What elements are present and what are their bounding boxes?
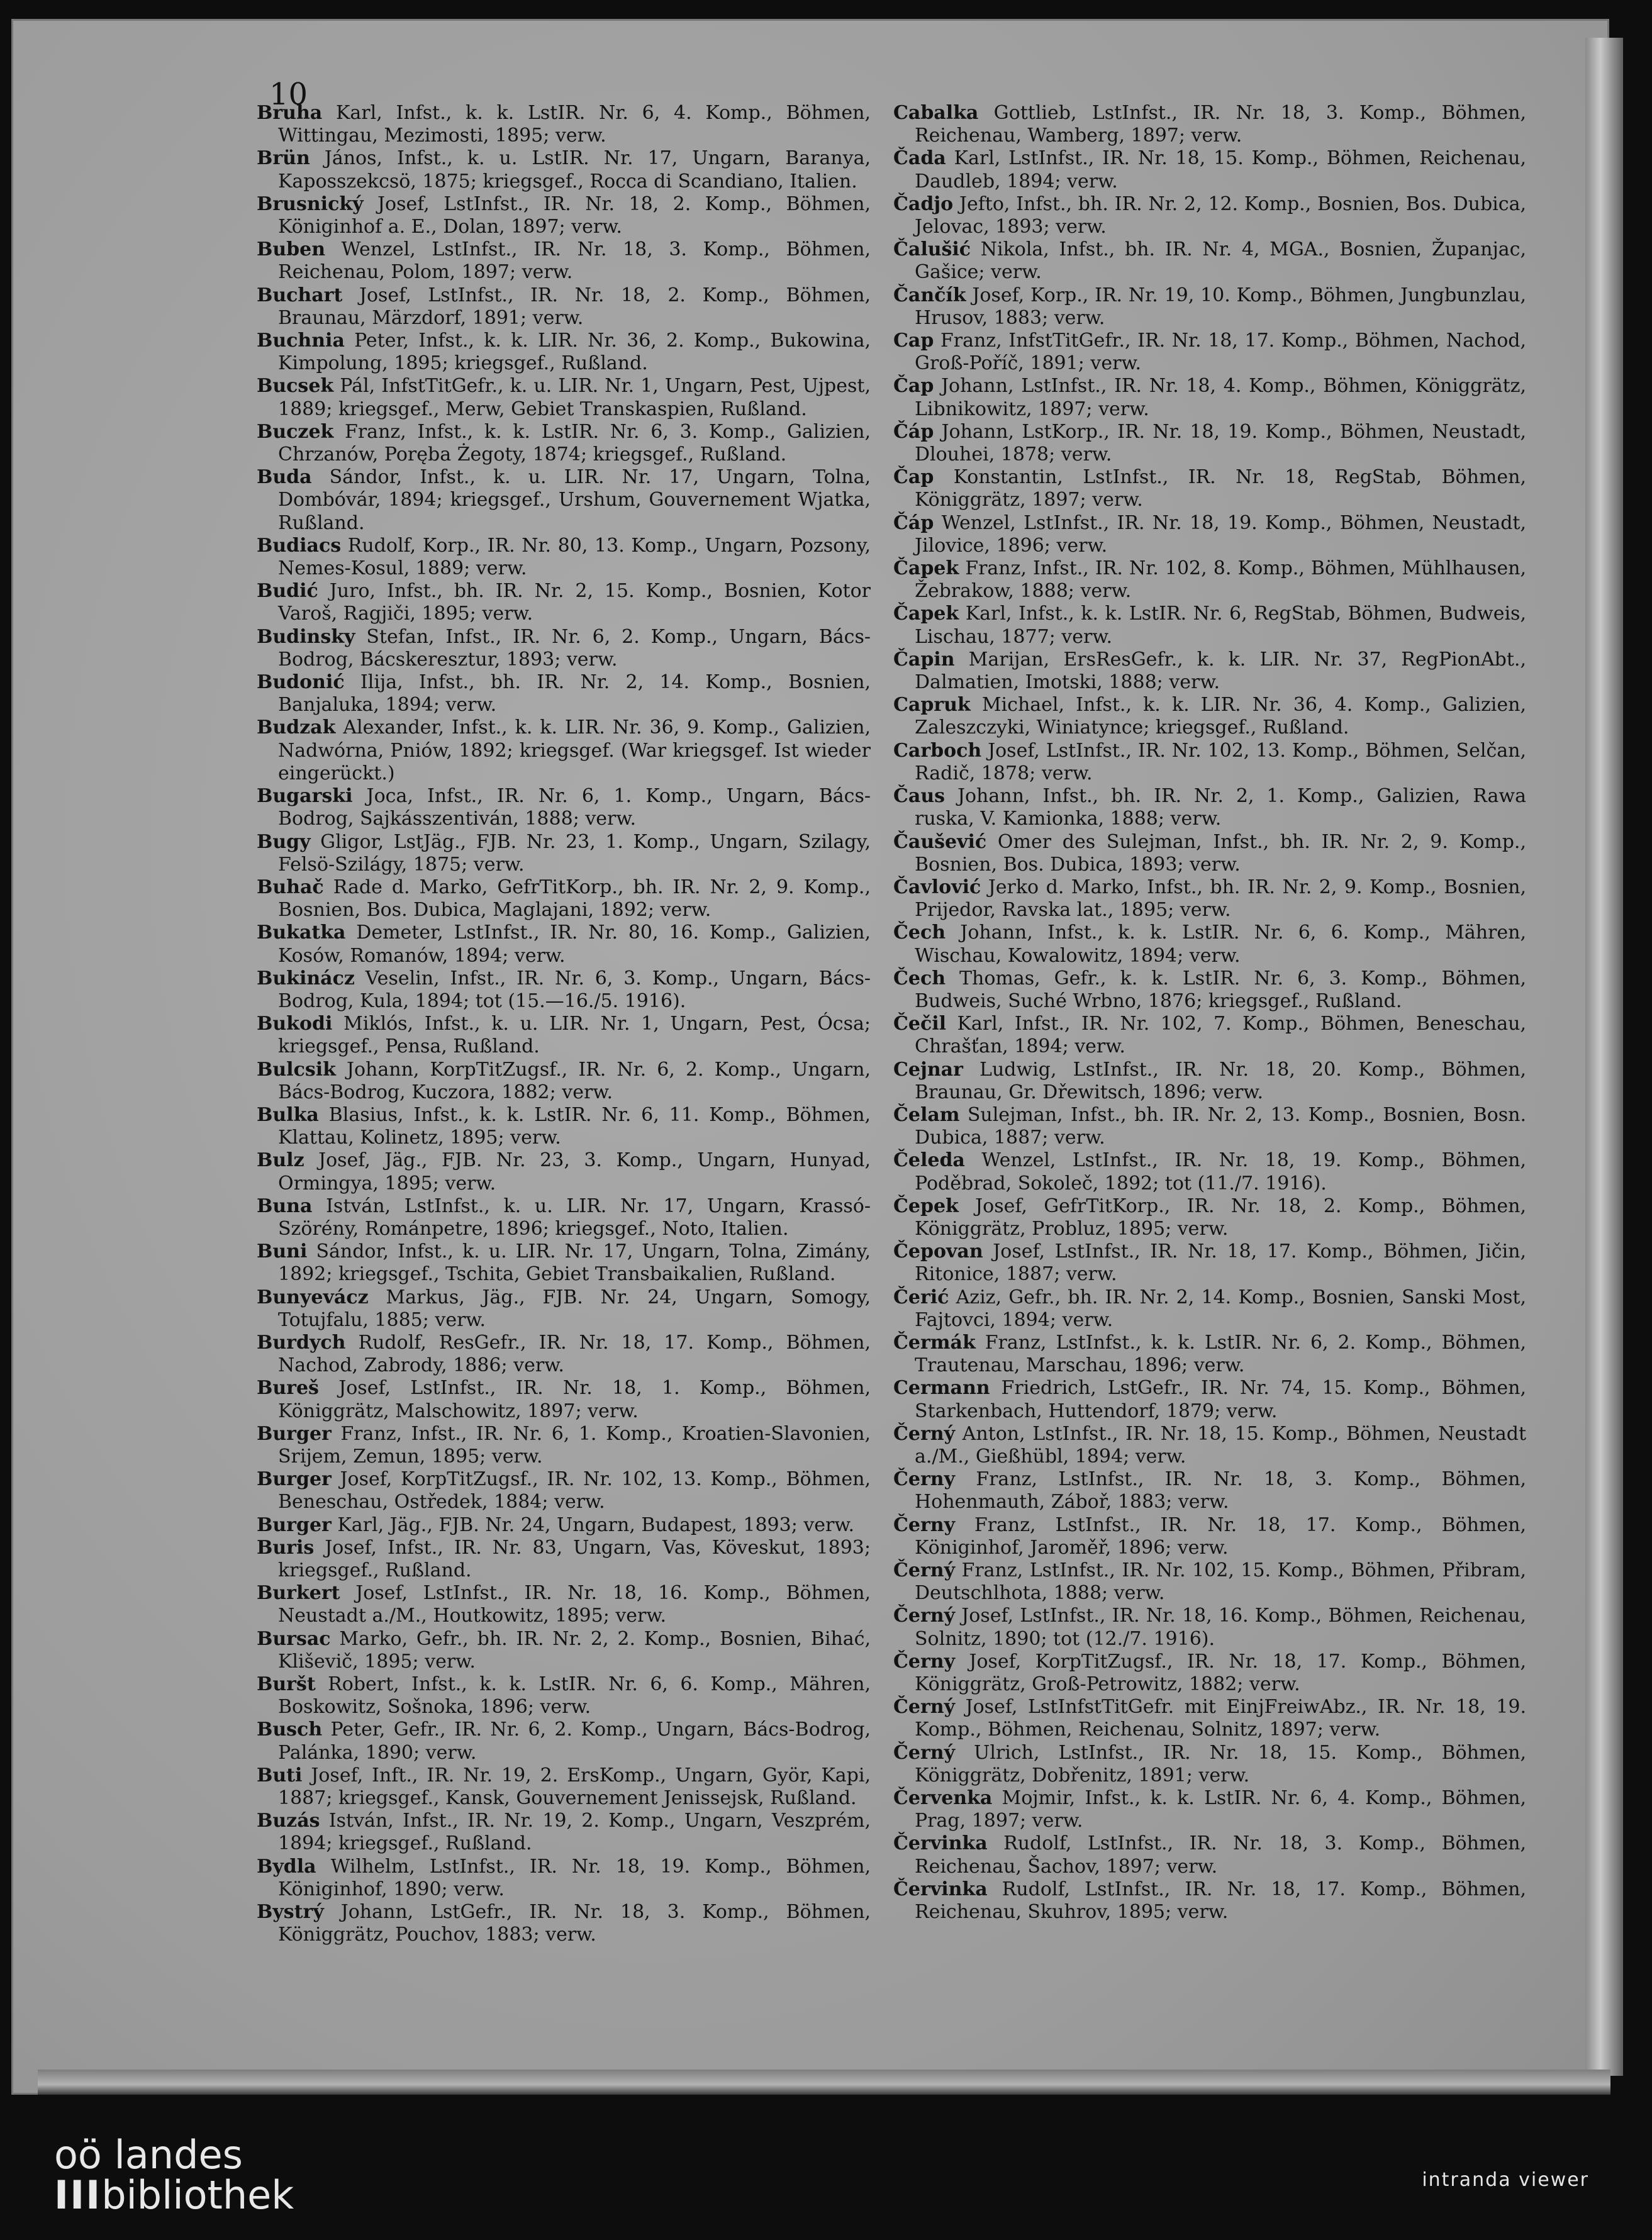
entry-surname: Busch: [257, 1719, 323, 1741]
entry-details: Franz, Infst., k. k. LstIR. Nr. 6, 3. Komp., Galizien, Chrzanów, Poręba Żegoty, 1874; kriegsgef., Rußland.: [278, 420, 871, 466]
list-item: [257, 238, 871, 284]
entry-surname: Brusnický: [257, 192, 364, 215]
entry-surname: Burdych: [257, 1331, 346, 1354]
entry-details: Karl, Infst., IR. Nr. 102, 7. Komp., Böhmen, Beneschau, Chrašťan, 1894; verw.: [915, 1013, 1526, 1058]
list-item: [893, 694, 1526, 739]
entry-details: Johann, KorpTitZugsf., IR. Nr. 6, 2. Komp., Ungarn, Bács-Bodrog, Kuczora, 1882; verw.: [278, 1058, 871, 1103]
entry-surname: Čap: [893, 375, 934, 398]
entry-details: Ludwig, LstInfst., IR. Nr. 18, 20. Komp., Böhmen, Braunau, Gr. Dřewitsch, 1896; verw.: [915, 1058, 1526, 1103]
right-column: [893, 102, 1526, 1924]
entry-details: Josef, LstInfst., IR. Nr. 18, 16. Komp., Böhmen, Neustadt a./M., Houtkowitz, 1895; verw.: [278, 1582, 871, 1627]
list-item: [893, 557, 1526, 603]
entry-details: Josef, KorpTitZugsf., IR. Nr. 102, 13. Komp., Böhmen, Beneschau, Ostředek, 1884; verw.: [278, 1468, 871, 1513]
list-item: [893, 1149, 1526, 1195]
entry-details: Jerko d. Marko, Infst., bh. IR. Nr. 2, 9. Komp., Bosnien, Prijedor, Ravska lat., 1895; verw.: [915, 876, 1526, 922]
list-item: [257, 1582, 871, 1627]
entry-surname: Bystrý: [257, 1901, 324, 1924]
entry-surname: Bulcsik: [257, 1058, 336, 1081]
entry-surname: Čerić: [893, 1286, 949, 1308]
library-logo: [54, 2132, 294, 2218]
list-item: [257, 1332, 871, 1377]
list-item: [257, 1286, 871, 1332]
entry-details: Karl, Infst., k. k. LstIR. Nr. 6, RegStab, Böhmen, Budweis, Lischau, 1877; verw.: [915, 603, 1526, 648]
entry-details: Robert, Infst., k. k. LstIR. Nr. 6, 6. Komp., Mähren, Boskowitz, Sošnoka, 1896; verw.: [278, 1673, 871, 1719]
entry-details: Josef, LstInfst., IR. Nr. 18, 2. Komp., Böhmen, Königinhof a. E., Dolan, 1897; verw.: [278, 192, 871, 238]
list-item: [893, 466, 1526, 511]
entry-details: Michael, Infst., k. k. LIR. Nr. 36, 4. Komp., Galizien, Zaleszczyki, Winiatynce; kriegsgef., Rußland.: [915, 694, 1526, 739]
list-item: [893, 102, 1526, 147]
entry-surname: Buben: [257, 238, 326, 261]
entry-details: Karl, LstInfst., IR. Nr. 18, 15. Komp., Böhmen, Reichenau, Daudleb, 1894; verw.: [915, 147, 1526, 192]
entry-details: István, LstInfst., k. u. LIR. Nr. 17, Ungarn, Krassó-Szörény, Románpetre, 1896; kriegsgef., Noto, Italien.: [278, 1195, 871, 1240]
entry-surname: Cap: [893, 330, 934, 352]
list-item: [893, 831, 1526, 876]
list-item: [893, 1013, 1526, 1058]
list-item: [257, 922, 871, 967]
list-item: [893, 1742, 1526, 1787]
entry-details: Franz, InfstTitGefr., IR. Nr. 18, 17. Komp., Böhmen, Nachod, Groß-Poříč, 1891; verw.: [915, 330, 1526, 375]
entry-surname: Černý: [893, 1696, 956, 1719]
list-item: [257, 102, 871, 147]
list-item: [257, 466, 871, 535]
list-item: [257, 1013, 871, 1058]
list-item: [257, 1059, 871, 1104]
entry-details: Ilija, Infst., bh. IR. Nr. 2, 14. Komp., Bosnien, Banjaluka, 1894; verw.: [278, 671, 871, 716]
entry-surname: Carboch: [893, 739, 982, 762]
entry-surname: Bukodi: [257, 1013, 333, 1035]
entry-details: Thomas, Gefr., k. k. LstIR. Nr. 6, 3. Komp., Böhmen, Budweis, Suché Wrbno, 1876; kriegsgef., Rußland.: [915, 967, 1526, 1012]
entry-surname: Černý: [893, 1559, 956, 1581]
entry-details: István, Infst., IR. Nr. 19, 2. Komp., Ungarn, Veszprém, 1894; kriegsgef., Rußland.: [278, 1810, 871, 1855]
entry-surname: Buczek: [257, 420, 334, 443]
list-item: [893, 967, 1526, 1013]
entry-surname: Čap: [893, 466, 934, 489]
entry-details: Joca, Infst., IR. Nr. 6, 1. Komp., Ungarn, Bács-Bodrog, Sajkásszentiván, 1888; verw.: [278, 785, 871, 830]
entry-surname: Čapek: [893, 557, 959, 580]
entry-surname: Budonić: [257, 671, 345, 694]
entry-details: Sándor, Infst., k. u. LIR. Nr. 17, Ungarn, Tolna, Zimány, 1892; kriegsgef., Tschita, Gebiet Transbaikalien, Rußland.: [278, 1240, 871, 1286]
entry-details: Josef, KorpTitZugsf., IR. Nr. 18, 17. Komp., Böhmen, Königgrätz, Groß-Petrowitz, 1882; verw.: [915, 1650, 1526, 1696]
logo-line2: [54, 2172, 294, 2218]
entry-surname: Buna: [257, 1195, 313, 1217]
list-item: [257, 1423, 871, 1468]
entry-surname: Bucsek: [257, 375, 334, 398]
list-item: [893, 1468, 1526, 1513]
entry-surname: Čaušević: [893, 830, 987, 853]
list-item: [893, 1104, 1526, 1149]
entry-details: Mojmir, Infst., k. k. LstIR. Nr. 6, 4. Komp., Böhmen, Prag, 1897; verw.: [915, 1787, 1526, 1832]
entry-details: Josef, Jäg., FJB. Nr. 23, 3. Komp., Ungarn, Hunyad, Ormingya, 1895; verw.: [278, 1149, 871, 1195]
list-item: [893, 1605, 1526, 1650]
list-item: [257, 147, 871, 192]
entry-details: Franz, LstInfst., k. k. LstIR. Nr. 6, 2. Komp., Böhmen, Trautenau, Marschau, 1896; verw.: [915, 1331, 1526, 1377]
list-item: [893, 1332, 1526, 1377]
entry-details: Josef, GefrTitKorp., IR. Nr. 18, 2. Komp., Böhmen, Königgrätz, Probluz, 1895; verw.: [915, 1195, 1526, 1240]
list-item: [257, 1856, 871, 1901]
list-item: [893, 375, 1526, 420]
entry-details: Blasius, Infst., k. k. LstIR. Nr. 6, 11. Komp., Böhmen, Klattau, Kolinetz, 1895; verw.: [278, 1103, 871, 1149]
list-item: [257, 1628, 871, 1673]
entry-details: Markus, Jäg., FJB. Nr. 24, Ungarn, Somogy, Totujfalu, 1885; verw.: [278, 1286, 871, 1331]
list-item: [257, 1240, 871, 1286]
list-item: [893, 1059, 1526, 1104]
entry-details: Johann, LstInfst., IR. Nr. 18, 4. Komp., Böhmen, Königgrätz, Libnikowitz, 1897; verw.: [915, 375, 1526, 420]
list-item: [257, 785, 871, 830]
entry-details: Demeter, LstInfst., IR. Nr. 80, 16. Komp., Galizien, Kosów, Romanów, 1894; verw.: [278, 922, 871, 967]
list-item: [893, 1195, 1526, 1240]
list-item: [893, 193, 1526, 238]
entry-surname: Burger: [257, 1422, 332, 1445]
list-item: [893, 1696, 1526, 1741]
list-item: [257, 1719, 871, 1764]
entry-details: Josef, Infst., IR. Nr. 83, Ungarn, Vas, Köveskut, 1893; kriegsgef., Rußland.: [278, 1536, 871, 1581]
entry-surname: Cejnar: [893, 1058, 963, 1081]
entry-details: Johann, Infst., bh. IR. Nr. 2, 1. Komp., Galizien, Rawa ruska, V. Kamionka, 1888; verw.: [915, 785, 1526, 830]
list-item: [257, 1514, 871, 1537]
entry-details: Friedrich, LstGefr., IR. Nr. 74, 15. Komp., Böhmen, Starkenbach, Huttendorf, 1879; verw.: [915, 1377, 1526, 1422]
entry-surname: Buhač: [257, 876, 324, 898]
entry-surname: Bukatka: [257, 922, 346, 944]
left-column: [257, 102, 871, 1946]
entry-surname: Čepovan: [893, 1240, 983, 1263]
entry-surname: Čečil: [893, 1013, 947, 1035]
entry-surname: Čapin: [893, 648, 955, 671]
entry-surname: Budić: [257, 580, 318, 603]
entry-surname: Bugarski: [257, 785, 353, 808]
entry-surname: Capruk: [893, 694, 971, 716]
entry-details: Wilhelm, LstInfst., IR. Nr. 18, 19. Komp., Böhmen, Königinhof, 1890; verw.: [278, 1855, 871, 1900]
entry-surname: Čalušić: [893, 238, 971, 261]
list-item: [257, 716, 871, 785]
entry-surname: Budzak: [257, 716, 336, 739]
entry-details: Miklós, Infst., k. u. LIR. Nr. 1, Ungarn, Pest, Ócsa; kriegsgef., Pensa, Rußland.: [278, 1013, 871, 1058]
entry-details: Rudolf, LstInfst., IR. Nr. 18, 17. Komp., Böhmen, Reichenau, Skuhrov, 1895; verw.: [915, 1878, 1526, 1924]
entry-surname: Buchnia: [257, 330, 345, 352]
entry-surname: Brün: [257, 147, 310, 170]
entry-details: Josef, Inft., IR. Nr. 19, 2. ErsKomp., Ungarn, Györ, Kapi, 1887; kriegsgef., Kansk, Gouvernement Jenissejsk, Rußland.: [278, 1764, 871, 1810]
entry-details: Juro, Infst., bh. IR. Nr. 2, 15. Komp., Bosnien, Kotor Varoš, Ragjiči, 1895; verw.: [278, 580, 871, 625]
entry-details: Wenzel, LstInfst., IR. Nr. 18, 19. Komp., Böhmen, Poděbrad, Sokoleč, 1892; tot (11./7. 1916).: [915, 1149, 1526, 1195]
entry-surname: Čadjo: [893, 192, 954, 215]
list-item: [893, 330, 1526, 375]
list-item: [257, 421, 871, 466]
entry-details: Rudolf, Korp., IR. Nr. 80, 13. Komp., Ungarn, Pozsony, Nemes-Kosul, 1889; verw.: [278, 534, 871, 580]
list-item: [893, 603, 1526, 648]
list-item: [893, 740, 1526, 785]
entry-surname: Burkert: [257, 1582, 340, 1605]
entry-surname: Budinsky: [257, 625, 355, 648]
entry-details: Konstantin, LstInfst., IR. Nr. 18, RegStab, Böhmen, Königgrätz, 1897; verw.: [915, 466, 1526, 511]
entry-surname: Černý: [893, 1605, 956, 1627]
page-bottom-edge: [38, 2070, 1610, 2095]
entry-surname: Čančík: [893, 284, 966, 306]
entry-surname: Černý: [893, 1741, 956, 1764]
entry-surname: Čavlović: [893, 876, 981, 898]
entry-details: Rudolf, ResGefr., IR. Nr. 18, 17. Komp., Böhmen, Nachod, Zabrody, 1886; verw.: [278, 1331, 871, 1377]
entry-details: Josef, LstInfst., IR. Nr. 18, 1. Komp., Böhmen, Königgrätz, Malschowitz, 1897; verw.: [278, 1377, 871, 1422]
entry-surname: Čermák: [893, 1331, 976, 1354]
list-item: [893, 1377, 1526, 1422]
entry-details: Anton, LstInfst., IR. Nr. 18, 15. Komp., Böhmen, Neustadt a./M., Gießhübl, 1894; verw.: [915, 1422, 1526, 1468]
entry-surname: Červinka: [893, 1832, 988, 1855]
entry-details: Pál, InfstTitGefr., k. u. LIR. Nr. 1, Ungarn, Pest, Ujpest, 1889; kriegsgef., Merw, Gebiet Transkaspien, Rußland.: [278, 375, 871, 420]
list-item: [893, 1286, 1526, 1332]
entry-details: Gottlieb, LstInfst., IR. Nr. 18, 3. Komp., Böhmen, Reichenau, Wamberg, 1897; verw.: [915, 102, 1526, 147]
entry-details: Karl, Infst., k. k. LstIR. Nr. 6, 4. Komp., Böhmen, Wittingau, Mezimosti, 1895; verw.: [278, 102, 871, 147]
entry-details: Karl, Jäg., FJB. Nr. 24, Ungarn, Budapest, 1893; verw.: [331, 1513, 855, 1536]
list-item: [893, 147, 1526, 192]
entry-details: Sulejman, Infst., bh. IR. Nr. 2, 13. Komp., Bosnien, Bosn. Dubica, 1887; verw.: [915, 1103, 1526, 1149]
entry-details: Franz, LstInfst., IR. Nr. 18, 3. Komp., Böhmen, Hohenmauth, Záboř, 1883; verw.: [915, 1468, 1526, 1513]
entry-details: Gligor, LstJäg., FJB. Nr. 23, 1. Komp., Ungarn, Szilagy, Felsö-Szilágy, 1875; verw.: [278, 830, 871, 876]
entry-details: Josef, Korp., IR. Nr. 19, 10. Komp., Böhmen, Jungbunzlau, Hrusov, 1883; verw.: [915, 284, 1526, 329]
entry-surname: Bruha: [257, 102, 323, 124]
entry-surname: Černy: [893, 1513, 956, 1536]
entry-details: Josef, LstInfstTitGefr. mit EinjFreiwAbz., IR. Nr. 18, 19. Komp., Böhmen, Reichenau, Solnitz, 1897; verw.: [915, 1696, 1526, 1741]
entry-surname: Čaus: [893, 785, 946, 808]
entry-surname: Čeleda: [893, 1149, 965, 1172]
entry-surname: Bydla: [257, 1855, 316, 1878]
list-item: [257, 1468, 871, 1513]
list-item: [893, 1878, 1526, 1924]
entry-surname: Bugy: [257, 830, 311, 853]
list-item: [257, 193, 871, 238]
entry-details: Josef, LstInfst., IR. Nr. 18, 16. Komp., Böhmen, Reichenau, Solnitz, 1890; tot (12./7. 1916).: [915, 1605, 1526, 1650]
entry-details: Franz, LstInfst., IR. Nr. 18, 17. Komp., Böhmen, Königinhof, Jaroměř, 1896; verw.: [915, 1513, 1526, 1559]
entry-surname: Cermann: [893, 1377, 990, 1400]
entry-details: Jefto, Infst., bh. IR. Nr. 2, 12. Komp., Bosnien, Bos. Dubica, Jelovac, 1893; verw.: [915, 192, 1526, 238]
list-item: [893, 785, 1526, 830]
logo-line2-text: bibliothek: [101, 2172, 294, 2218]
entry-surname: Bureš: [257, 1377, 319, 1400]
list-item: [257, 967, 871, 1013]
entry-details: Marijan, ErsResGefr., k. k. LIR. Nr. 37, RegPionAbt., Dalmatien, Imotski, 1888; verw.: [915, 648, 1526, 694]
entry-surname: Černý: [893, 1422, 956, 1445]
entry-surname: Bulka: [257, 1103, 319, 1126]
page-edge: [1585, 38, 1623, 2076]
list-item: [257, 1810, 871, 1855]
entry-details: Josef, LstInfst., IR. Nr. 18, 17. Komp., Böhmen, Jičin, Ritonice, 1887; verw.: [915, 1240, 1526, 1286]
entry-surname: Bursac: [257, 1627, 331, 1650]
list-item: [257, 375, 871, 420]
entry-details: Nikola, Infst., bh. IR. Nr. 4, MGA., Bosnien, Županjac, Gašice; verw.: [915, 238, 1526, 284]
entry-surname: Čech: [893, 967, 946, 989]
entry-surname: Bunyevácz: [257, 1286, 369, 1308]
entry-details: Stefan, Infst., IR. Nr. 6, 2. Komp., Ungarn, Bács-Bodrog, Bácskeresztur, 1893; verw.: [278, 625, 871, 671]
list-item: [893, 512, 1526, 557]
entry-surname: Červinka: [893, 1878, 988, 1900]
list-item: [257, 1149, 871, 1195]
list-item: [257, 535, 871, 580]
entry-details: Josef, LstInfst., IR. Nr. 18, 2. Komp., Böhmen, Braunau, Märzdorf, 1891; verw.: [278, 284, 871, 329]
entry-details: Johann, LstKorp., IR. Nr. 18, 19. Komp., Böhmen, Neustadt, Dlouhei, 1878; verw.: [915, 420, 1526, 466]
list-item: [257, 284, 871, 330]
entry-surname: Budiacs: [257, 534, 342, 557]
entry-surname: Buris: [257, 1536, 315, 1559]
entry-details: Rade d. Marko, GefrTitKorp., bh. IR. Nr. 2, 9. Komp., Bosnien, Bos. Dubica, Maglajani, 1892; verw.: [278, 876, 871, 922]
list-item: [893, 1787, 1526, 1832]
list-item: [893, 876, 1526, 922]
entry-details: Veselin, Infst., IR. Nr. 6, 3. Komp., Ungarn, Bács-Bodrog, Kula, 1894; tot (15.—16./5. 1916).: [278, 967, 871, 1012]
entry-surname: Bukinácz: [257, 967, 355, 989]
list-item: [893, 649, 1526, 694]
list-item: [257, 1901, 871, 1946]
entry-surname: Čáp: [893, 420, 934, 443]
entry-details: Franz, Infst., IR. Nr. 102, 8. Komp., Böhmen, Mühlhausen, Žebrakow, 1888; verw.: [915, 557, 1526, 603]
entry-details: Omer des Sulejman, Infst., bh. IR. Nr. 2, 9. Komp., Bosnien, Bos. Dubica, 1893; verw.: [915, 830, 1526, 876]
list-item: [257, 1673, 871, 1719]
list-item: [893, 421, 1526, 466]
entry-surname: Červenka: [893, 1787, 993, 1810]
entry-surname: Buni: [257, 1240, 308, 1263]
list-item: [893, 1514, 1526, 1559]
entry-details: Franz, LstInfst., IR. Nr. 102, 15. Komp., Böhmen, Přibram, Deutschlhota, 1888; verw.: [915, 1559, 1526, 1605]
entry-surname: Burger: [257, 1513, 332, 1536]
entry-surname: Čáp: [893, 511, 934, 534]
entry-details: Wenzel, LstInfst., IR. Nr. 18, 3. Komp., Böhmen, Reichenau, Polom, 1897; verw.: [278, 238, 871, 284]
entry-surname: Čelam: [893, 1103, 960, 1126]
entry-surname: Buzás: [257, 1810, 320, 1832]
entry-surname: Černy: [893, 1468, 956, 1491]
logo-bars: III: [54, 2172, 102, 2218]
entry-surname: Čepek: [893, 1195, 959, 1217]
entry-details: János, Infst., k. u. LstIR. Nr. 17, Ungarn, Baranya, Kaposszekcsö, 1875; kriegsgef., Rocca di Scandiano, Italien.: [278, 147, 871, 192]
list-item: [893, 1423, 1526, 1468]
list-item: [257, 1764, 871, 1810]
entry-surname: Černy: [893, 1650, 956, 1673]
list-item: [893, 284, 1526, 330]
entry-details: Rudolf, LstInfst., IR. Nr. 18, 3. Komp., Böhmen, Reichenau, Šachov, 1897; verw.: [915, 1832, 1526, 1878]
entry-details: Alexander, Infst., k. k. LIR. Nr. 36, 9. Komp., Galizien, Nadwórna, Pniów, 1892; kriegsgef. (War kriegsgef. Ist wieder eingerückt.): [278, 716, 871, 784]
list-item: [257, 831, 871, 876]
entry-surname: Buršt: [257, 1673, 316, 1696]
entry-surname: Buti: [257, 1764, 303, 1786]
entry-surname: Buda: [257, 466, 312, 489]
list-item: [257, 876, 871, 922]
entry-surname: Čapek: [893, 603, 959, 625]
list-item: [257, 330, 871, 375]
viewer-brand: intranda viewer: [1422, 2169, 1589, 2191]
entry-surname: Cabalka: [893, 102, 979, 124]
page-number: 10: [269, 77, 308, 112]
list-item: [257, 580, 871, 625]
entry-details: Marko, Gefr., bh. IR. Nr. 2, 2. Komp., Bosnien, Bihać, Kliševič, 1895; verw.: [278, 1627, 871, 1673]
entry-details: Aziz, Gefr., bh. IR. Nr. 2, 14. Komp., Bosnien, Sanski Most, Fajtovci, 1894; verw.: [915, 1286, 1526, 1331]
entry-surname: Čada: [893, 147, 946, 170]
entry-details: Johann, LstGefr., IR. Nr. 18, 3. Komp., Böhmen, Königgrätz, Pouchov, 1883; verw.: [278, 1901, 871, 1946]
list-item: [893, 1559, 1526, 1605]
list-item: [257, 1195, 871, 1240]
list-item: [257, 626, 871, 671]
entry-details: Ulrich, LstInfst., IR. Nr. 18, 15. Komp., Böhmen, Königgrätz, Dobřenitz, 1891; verw.: [915, 1741, 1526, 1786]
list-item: [257, 671, 871, 716]
list-item: [257, 1537, 871, 1582]
entry-details: Josef, LstInfst., IR. Nr. 102, 13. Komp., Böhmen, Selčan, Radič, 1878; verw.: [915, 739, 1526, 784]
entry-details: Johann, Infst., k. k. LstIR. Nr. 6, 6. Komp., Mähren, Wischau, Kowalowitz, 1894; verw.: [915, 922, 1526, 967]
entry-details: Wenzel, LstInfst., IR. Nr. 18, 19. Komp., Böhmen, Neustadt, Jilovice, 1896; verw.: [915, 511, 1526, 557]
entry-surname: Buchart: [257, 284, 343, 306]
list-item: [893, 1832, 1526, 1878]
logo-line1: oö landes: [54, 2132, 243, 2178]
list-item: [257, 1377, 871, 1422]
entry-surname: Burger: [257, 1468, 332, 1491]
entry-details: Peter, Infst., k. k. LIR. Nr. 36, 2. Komp., Bukowina, Kimpolung, 1895; kriegsgef., Rußland.: [278, 330, 871, 375]
entry-details: Peter, Gefr., IR. Nr. 6, 2. Komp., Ungarn, Bács-Bodrog, Palánka, 1890; verw.: [278, 1719, 871, 1764]
entry-surname: Čech: [893, 922, 946, 944]
entry-details: Sándor, Infst., k. u. LIR. Nr. 17, Ungarn, Tolna, Dombóvár, 1894; kriegsgef., Urshum, Gouvernement Wjatka, Rußland.: [278, 466, 871, 534]
entry-surname: Bulz: [257, 1149, 304, 1172]
entry-details: Franz, Infst., IR. Nr. 6, 1. Komp., Kroatien-Slavonien, Srijem, Zemun, 1895; verw.: [278, 1422, 871, 1468]
list-item: [257, 1104, 871, 1149]
list-item: [893, 238, 1526, 284]
list-item: [893, 1651, 1526, 1696]
list-item: [893, 1240, 1526, 1286]
list-item: [893, 922, 1526, 967]
